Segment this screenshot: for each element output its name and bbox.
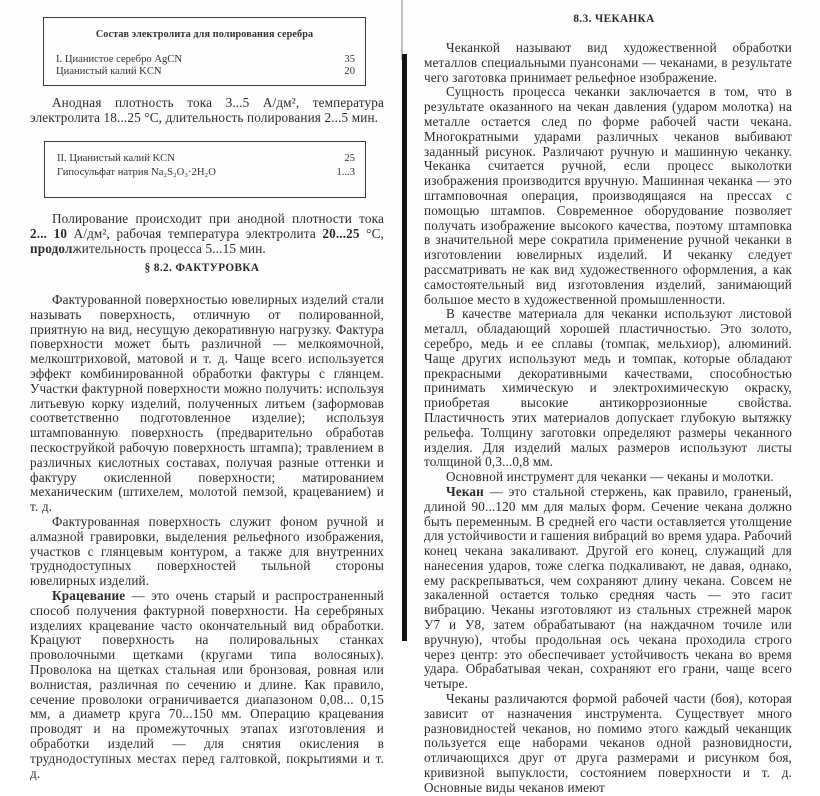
paragraph: Сущность процесса чеканки заключается в том, что в результате оказанного на чекан давления (ударом молотка) на металле остается след по форме рабочей части чекана. Многократными ударами различных чеканов выбивают заданный рисунок. Различают ручную и машинную чеканку. Чеканка считается ручной, если процесс выколотки изображения производится вручную. Машинная чеканка — это штамповочная операция, производящаяся на прессах с помощью штампов. Современное оборудование позволяет получать изображение высокого качества, поэтому штамповка в значительной мере сократила применение ручной чеканки в изготовлении ювелирных изделий. И чеканку следует рассматривать не как вид художественного оформления, а как самостоятельный вид изготовления изделий, занимающий большое место в художественной промышленности. — [424, 84, 792, 307]
electrolyte-table-1 — [43, 17, 366, 86]
section-8-2-body — [30, 293, 384, 781]
electrolyte-table-2 — [44, 141, 366, 198]
component-name: II. Цианистый калий KCN — [57, 153, 175, 164]
paragraph: В качестве материала для чеканки используют листовой металл, обладающий хорошей пластичностью. Это золото, серебро, медь и ее сплавы (томпак, мельхиор), алюминий. Чаще других используют медь и томпак, которые обладают прекрасными декоративными качествами, способностью принимать химическую и электрохимическую окраску, приобретая высокие антикоррозионные свойства. Пластичность этих материалов допускает глубокую вытяжку рельефа. Толщину заготовки определяют размеры чеканного изделия. Для изделий малых размеров используют листы толщиной 0,3...0,8 мм. — [424, 306, 792, 470]
text-run: жительность процесса 5...15 мин. — [72, 240, 266, 256]
bold-run: 2... 10 — [30, 225, 68, 241]
paragraph — [30, 212, 384, 256]
paragraph — [30, 589, 384, 781]
anodic-density-paragraph — [30, 96, 384, 126]
paragraph: Анодная плотность тока 3...5 А/дм², температура электролита 18...25 °С, длительность полирования 2...5 мин. — [30, 95, 384, 125]
page-gutter — [402, 54, 407, 641]
section-8-3-body — [424, 41, 792, 796]
paragraph: Чеканкой называют вид художественной обработки металлов специальными пуансонами — чеканами, в результате чего заготовка принимает рельефное изображение. — [424, 40, 792, 85]
bold-run: 20...25 — [322, 225, 360, 241]
page-gutter-shadow — [401, 0, 403, 60]
component-name: Гипосульфат натрия Na₂S₂O₃·2H₂O — [57, 167, 216, 178]
table-title: Состав электролита для полирования серебра — [95, 29, 314, 40]
component-name: I. Цианистое серебро AgCN — [56, 54, 182, 65]
bold-run: продол — [30, 240, 73, 256]
text-run: — это стальной стержень, как правило, граненый, длиной 90...120 мм для малых форм. Сечение чекана должно быть переменным. В средней его части оставляется утолщение для устойчивости и гашения вибраций во время удара. Рабочий конец чекана закаливают. Другой его конец, служащий для нанесения ударов, тоже слегка подкаливают, не давая, однако, ему раскрепываться, чем сохраняют длину чекана. Совсем не закаленной остается только средняя часть — это гасит вибрацию. Чеканы изготовляют из стальных стрежней марок У7 и У8, затем обрабатывают (на наждачном точиле или вручную), чтобы продольная ось чекана проходила строго через центр: это обеспечивает устойчивость чекана во время удара. Обрабатывая чекан, сохраняют его грани, чаще всего четыре. — [424, 483, 792, 692]
section-heading-8-3: 8.3. ЧЕКАНКА — [573, 13, 655, 25]
component-value: 20 — [344, 66, 355, 77]
paragraph: Чеканы различаются формой рабочей части (боя), которая зависит от назначения инструмента. Существует много разновидностей чеканов, но помимо этого каждый чеканщик пользуется еще наборами чеканов одной разновидности, отличающихся друг от друга размерами и рисунком боя, кривизной выпуклости, состоянием поверхности и т. д. Основные виды чеканов имеют — [424, 691, 792, 795]
section-heading-8-2: § 8.2. ФАКТУРОВКА — [144, 262, 260, 274]
polishing-paragraph — [30, 212, 384, 256]
text-run: — это очень старый и распространенный способ получения фактурной поверхности. На серебряных изделиях крацевание часто окончательный вид обработки. Крацуют поверхность на полировальных станках проволочными щетками (кругами типа волосяных). Проволока на щетках стальная или бронзовая, ровная или волнистая, различная по сечению и длине. Как правило, сечение проволоки ограничивается диапазоном 0,08... 0,15 мм, а диаметр круга 70...150 мм. Операцию крацевания проводят и на промежуточных этапах изготовления и обработки изделий — для снятия окисления в труднодоступных местах перед галтовкой, покрытиями и т. д. — [30, 587, 384, 781]
component-value: 25 — [344, 153, 355, 164]
component-value: 1...3 — [336, 167, 355, 178]
component-value: 35 — [344, 54, 355, 65]
text-run: °С, — [359, 225, 384, 241]
table-row — [57, 153, 355, 165]
paragraph: Фактурованной поверхностью ювелирных изделий стали называть поверхность, отличную от полированной, приятную на вид, несущую декоративную нагрузку. Фактура поверхности может быть различной — мелкоямочной, мелкоштриховой, матовой и т. д. Чаще всего используется эффект комбинированной обработки фактуры с глянцем. Участки фактурной поверхности можно получить: используя литьевую корку изделий, полученных литьем (заформовав соответственно подготовленное изделие); используя штампованную поверхность (предварительно обработав пескоструйкой рабочую поверхность штампа); травлением в различных кислотных составах, получая разные оттенки и фактуру окисленной поверхности; матированием механическим (штихелем, молотой пемзой, крацеванием) и т. д. — [30, 292, 384, 515]
table-row — [57, 167, 355, 179]
table-row — [56, 66, 355, 78]
paragraph: Фактурованная поверхность служит фоном ручной и алмазной гравировки, выделения рельефного изображения, участков с глянцевым контуром, а также для внутренних труднодоступных поверхностей тыльной стороны ювелирных изделий. — [30, 513, 384, 589]
paragraph — [424, 485, 792, 692]
text-run: Полирование происходит при анодной плотности тока — [52, 211, 384, 226]
paragraph: Основной инструмент для чеканки — чеканы и молотки. — [446, 469, 774, 485]
term: Чекан — [446, 483, 484, 499]
term: Крацевание — [52, 587, 126, 603]
text-run: А/дм², рабочая температура электролита — [67, 225, 323, 241]
component-name: Цианистый калий KCN — [56, 66, 162, 77]
table-row — [56, 54, 355, 66]
